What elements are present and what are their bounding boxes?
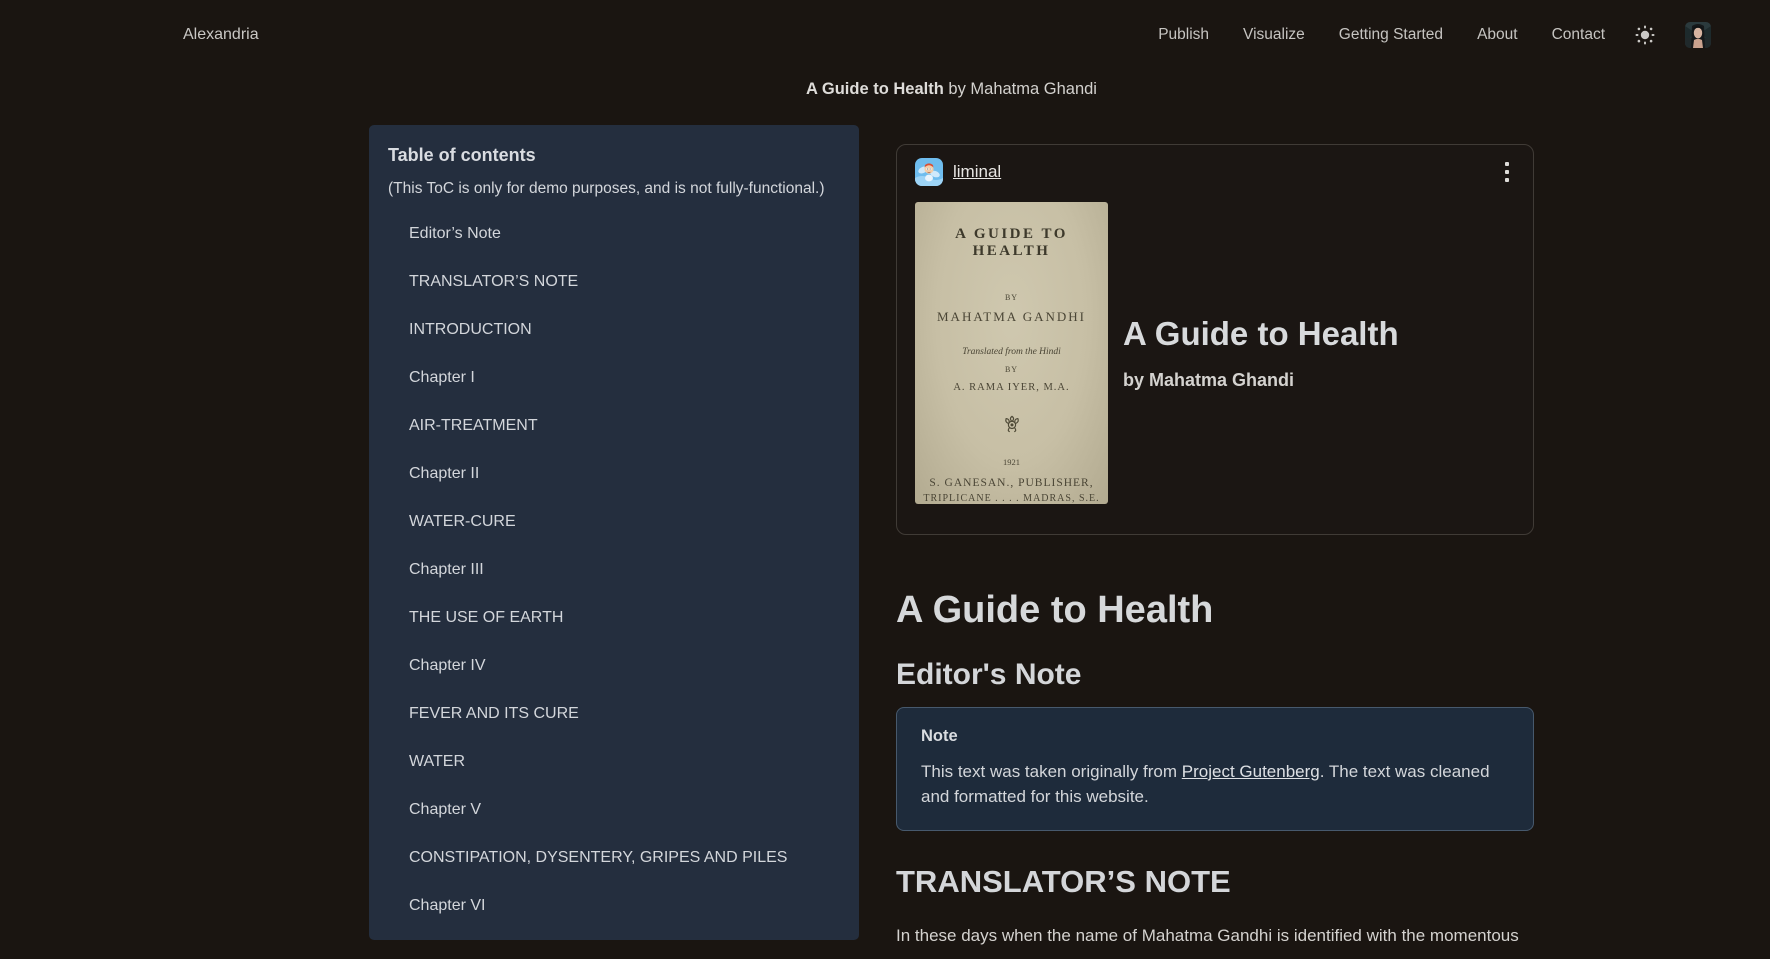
toc-item[interactable]: TRANSLATOR’S NOTE — [409, 273, 579, 290]
note-callout — [896, 707, 1534, 831]
book-card-header — [915, 158, 1515, 186]
toc-title: Table of contents — [388, 145, 536, 165]
cover-by-2: BY — [1004, 365, 1019, 374]
kebab-menu-icon — [1505, 162, 1509, 166]
main-layout — [369, 125, 1534, 948]
toc-item[interactable]: Chapter II — [409, 465, 480, 482]
cover-address: TRIPLICANE . . . . MADRAS, S.E. — [923, 493, 1100, 504]
portrait-avatar — [1685, 22, 1711, 48]
nav-link[interactable]: Contact — [1551, 26, 1605, 43]
toc-item[interactable]: Chapter V — [409, 801, 482, 818]
note-text: This text was taken originally from Project Gutenberg. The text was cleaned and formatted for this website. — [921, 762, 1490, 806]
toc-item[interactable]: Chapter I — [409, 369, 475, 386]
cover-translator: A. RAMA IYER, M.A. — [953, 382, 1070, 393]
editors-note-heading: Editor's Note — [896, 658, 1082, 691]
cover-author: MAHATMA GANDHI — [937, 309, 1086, 324]
theme-toggle-button[interactable] — [1635, 25, 1655, 45]
project-gutenberg-link[interactable]: Project Gutenberg — [1181, 762, 1320, 781]
uploader-link[interactable]: liminal — [953, 162, 1002, 181]
content-column — [896, 125, 1534, 948]
sun-icon — [1635, 25, 1655, 45]
card-book-byline: by Mahatma Ghandi — [1123, 370, 1295, 390]
card-menu-button[interactable] — [1499, 158, 1515, 186]
page-title — [369, 80, 1534, 99]
note-label: Note — [921, 727, 958, 745]
toc-item[interactable]: INTRODUCTION — [409, 321, 532, 338]
book-card — [896, 144, 1534, 535]
toc-item[interactable]: CONSTIPATION, DYSENTERY, GRIPES AND PILES — [409, 849, 788, 866]
toc-item[interactable]: Chapter III — [409, 561, 484, 578]
toc-item[interactable]: THE USE OF EARTH — [409, 609, 564, 626]
translators-note-heading: TRANSLATOR’S NOTE — [896, 864, 1231, 899]
toc-item[interactable]: Editor’s Note — [409, 225, 501, 242]
book-cover-image — [915, 202, 1108, 504]
toc-item[interactable]: Chapter IV — [409, 657, 486, 674]
toc-item[interactable]: AIR-TREATMENT — [409, 417, 538, 434]
cover-translated-from: Translated from the Hindi — [962, 347, 1061, 357]
nav-link[interactable]: Publish — [1158, 26, 1210, 43]
nav-link[interactable]: Getting Started — [1338, 26, 1444, 43]
page-title-author: by Mahatma Ghandi — [943, 80, 1097, 98]
table-of-contents — [369, 125, 859, 940]
navbar — [0, 0, 1770, 70]
article-body-paragraph: In these days when the name of Mahatma Gandhi is identified with the momentous — [896, 926, 1519, 945]
toc-item[interactable]: Chapter VI — [409, 897, 486, 914]
nav-links — [1158, 26, 1605, 44]
cover-year: 1921 — [1003, 457, 1020, 467]
user-avatar-button[interactable] — [1685, 22, 1711, 48]
cover-by: BY — [1004, 293, 1019, 302]
nav-link[interactable]: Visualize — [1243, 26, 1305, 43]
page-title-book: A Guide to Health — [806, 80, 944, 98]
toc-subtitle: (This ToC is only for demo purposes, and is not fully-functional.) — [388, 180, 825, 197]
toc-item[interactable]: WATER-CURE — [409, 513, 516, 530]
swimmer-avatar[interactable] — [915, 158, 943, 186]
cover-publisher: S. GANESAN., PUBLISHER, — [929, 477, 1094, 489]
cover-ornament-icon — [991, 415, 1033, 433]
card-title-block — [1123, 315, 1399, 391]
nav-link[interactable]: About — [1477, 26, 1518, 43]
cover-title: A GUIDE TO HEALTH — [955, 226, 1068, 259]
toc-item[interactable]: FEVER AND ITS CURE — [409, 705, 579, 722]
book-card-body — [915, 202, 1515, 504]
toc-item[interactable]: WATER — [409, 753, 465, 770]
article-title: A Guide to Health — [896, 589, 1214, 631]
toc-list — [388, 225, 835, 945]
site-logo[interactable]: Alexandria — [183, 26, 259, 43]
card-book-title: A Guide to Health — [1123, 315, 1399, 352]
